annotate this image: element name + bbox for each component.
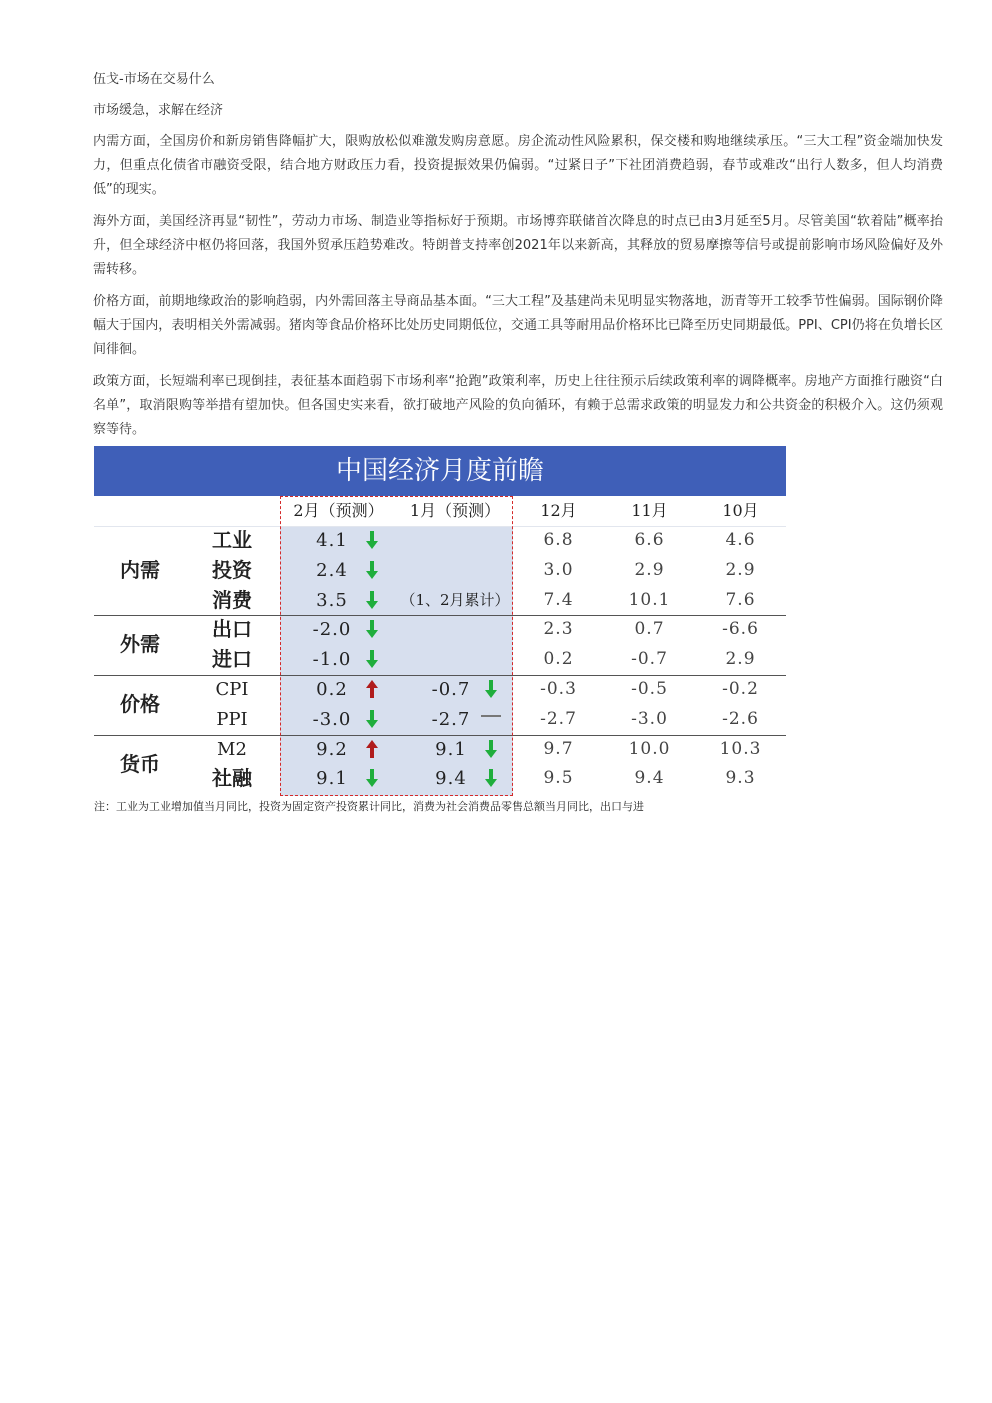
oct-value: 4.6 xyxy=(725,530,756,550)
column-header: 2月（预测） xyxy=(293,501,384,520)
row-label: 进口 xyxy=(212,647,252,672)
nov-value: 6.6 xyxy=(634,530,665,550)
figure-header: 中国经济月度前瞻 xyxy=(94,446,786,496)
group-label: 价格 xyxy=(120,692,160,716)
nov-value: 10.1 xyxy=(628,589,671,610)
nov-value: 0.7 xyxy=(634,619,665,640)
article-title: 伍戈-市场在交易什么 xyxy=(93,72,215,87)
row-label: 工业 xyxy=(212,528,252,552)
paragraph-policy: 政策方面，长短端利率已现倒挂，表征基本面趋弱下市场利率“抢跑”政策利率，历史上往往预示后续政策利率的调降概率。房地产方面推行融资“白名单”，取消限购等举措有望加快。但各国史实来看，欲打破地产风险的负向循环，有赖于总需求政策的明显发力和公共资金的积极介入。这仍须观察等待。 xyxy=(93,374,943,437)
dec-value: 7.4 xyxy=(543,589,574,610)
forecast-table xyxy=(94,496,786,796)
dec-value: 2.3 xyxy=(543,619,574,640)
dec-value: 3.0 xyxy=(543,559,574,580)
column-header: 1月（预测） xyxy=(409,501,501,520)
group-label: 内需 xyxy=(120,558,160,582)
nov-value: 9.4 xyxy=(634,768,665,789)
row-label: M2 xyxy=(217,738,247,760)
dec-value: 6.8 xyxy=(543,530,574,550)
feb-forecast-value: 2.4 xyxy=(316,559,348,581)
economy-forecast-figure xyxy=(94,446,786,816)
column-header: 10月 xyxy=(722,501,759,520)
oct-value: 2.9 xyxy=(725,559,756,580)
row-label: 社融 xyxy=(212,766,252,791)
article-subtitle: 市场缓急，求解在经济 xyxy=(93,103,224,118)
nov-value: -3.0 xyxy=(631,708,668,729)
row-label: 投资 xyxy=(212,557,252,582)
nov-value: 10.0 xyxy=(628,738,671,759)
dec-value: -0.3 xyxy=(540,679,577,699)
feb-forecast-value: 0.2 xyxy=(316,679,348,700)
jan-forecast-value: -2.7 xyxy=(431,708,471,730)
paragraph-domestic: 内需方面，全国房价和新房销售降幅扩大，限购放松似难激发购房意愿。房企流动性风险累积，保交楼和购地继续承压。“三大工程”资金端加快发力，但重点化债省市融资受限，结合地方财政压力看，投资提振效果仍偏弱。“过紧日子”下社团消费趋弱，春节或难改“出行人数多，但人均消费低”的现实。 xyxy=(93,134,943,197)
dec-value: 9.5 xyxy=(543,768,574,789)
paragraph-prices: 价格方面，前期地缘政治的影响趋弱，内外需回落主导商品基本面。“三大工程”及基建尚未见明显实物落地，沥青等开工较季节性偏弱。国际钢价降幅大于国内，表明相关外需减弱。猪肉等食品价格环比处历史同期低位，交通工具等耐用品价格环比已降至历史同期最低。PPI、CPI仍将在负增长区间徘徊。 xyxy=(93,294,943,357)
row-label: PPI xyxy=(216,708,248,730)
oct-value: -6.6 xyxy=(722,619,759,640)
jan-forecast-value: 9.1 xyxy=(435,738,467,760)
article xyxy=(93,68,943,450)
feb-forecast-value: -2.0 xyxy=(312,619,352,641)
oct-value: 2.9 xyxy=(725,649,756,670)
jan-merged-note: （1、2月累计） xyxy=(400,590,510,609)
oct-value: 10.3 xyxy=(719,738,762,759)
row-label: 出口 xyxy=(212,617,252,642)
column-header: 11月 xyxy=(631,501,668,520)
paragraph-overseas: 海外方面，美国经济再显“韧性”，劳动力市场、制造业等指标好于预期。市场博弈联储首次降息的时点已由3月延至5月。尽管美国“软着陆”概率抬升，但全球经济中枢仍将回落，我国外贸承压趋势难改。特朗普支持率创2021年以来新高，其释放的贸易摩擦等信号或提前影响市场风险偏好及外需转移。 xyxy=(93,214,943,277)
oct-value: -0.2 xyxy=(722,679,759,699)
figure-note: 注：工业为工业增加值当月同比，投资为固定资产投资累计同比，消费为社会消费品零售总额当月同比，出口与进 xyxy=(94,800,644,813)
dec-value: -2.7 xyxy=(540,708,577,729)
jan-forecast-value: 9.4 xyxy=(435,768,467,790)
feb-forecast-value: -3.0 xyxy=(312,708,352,730)
forecast-highlight-box xyxy=(280,496,513,796)
feb-forecast-value: 9.1 xyxy=(316,768,348,790)
column-header: 12月 xyxy=(540,501,577,520)
dec-value: 0.2 xyxy=(543,649,574,670)
row-label: 消费 xyxy=(212,587,252,612)
nov-value: 2.9 xyxy=(634,559,665,580)
nov-value: -0.7 xyxy=(631,649,668,670)
dec-value: 9.7 xyxy=(543,738,574,759)
oct-value: 7.6 xyxy=(725,589,756,610)
group-label: 货币 xyxy=(120,751,160,776)
group-label: 外需 xyxy=(120,632,160,657)
feb-forecast-value: -1.0 xyxy=(312,649,352,671)
row-label: CPI xyxy=(215,679,249,700)
feb-forecast-value: 3.5 xyxy=(316,589,348,611)
oct-value: 9.3 xyxy=(725,768,756,789)
oct-value: -2.6 xyxy=(722,708,759,729)
feb-forecast-value: 4.1 xyxy=(316,530,348,551)
feb-forecast-value: 9.2 xyxy=(316,738,348,760)
nov-value: -0.5 xyxy=(631,679,668,699)
jan-forecast-value: -0.7 xyxy=(431,679,471,700)
